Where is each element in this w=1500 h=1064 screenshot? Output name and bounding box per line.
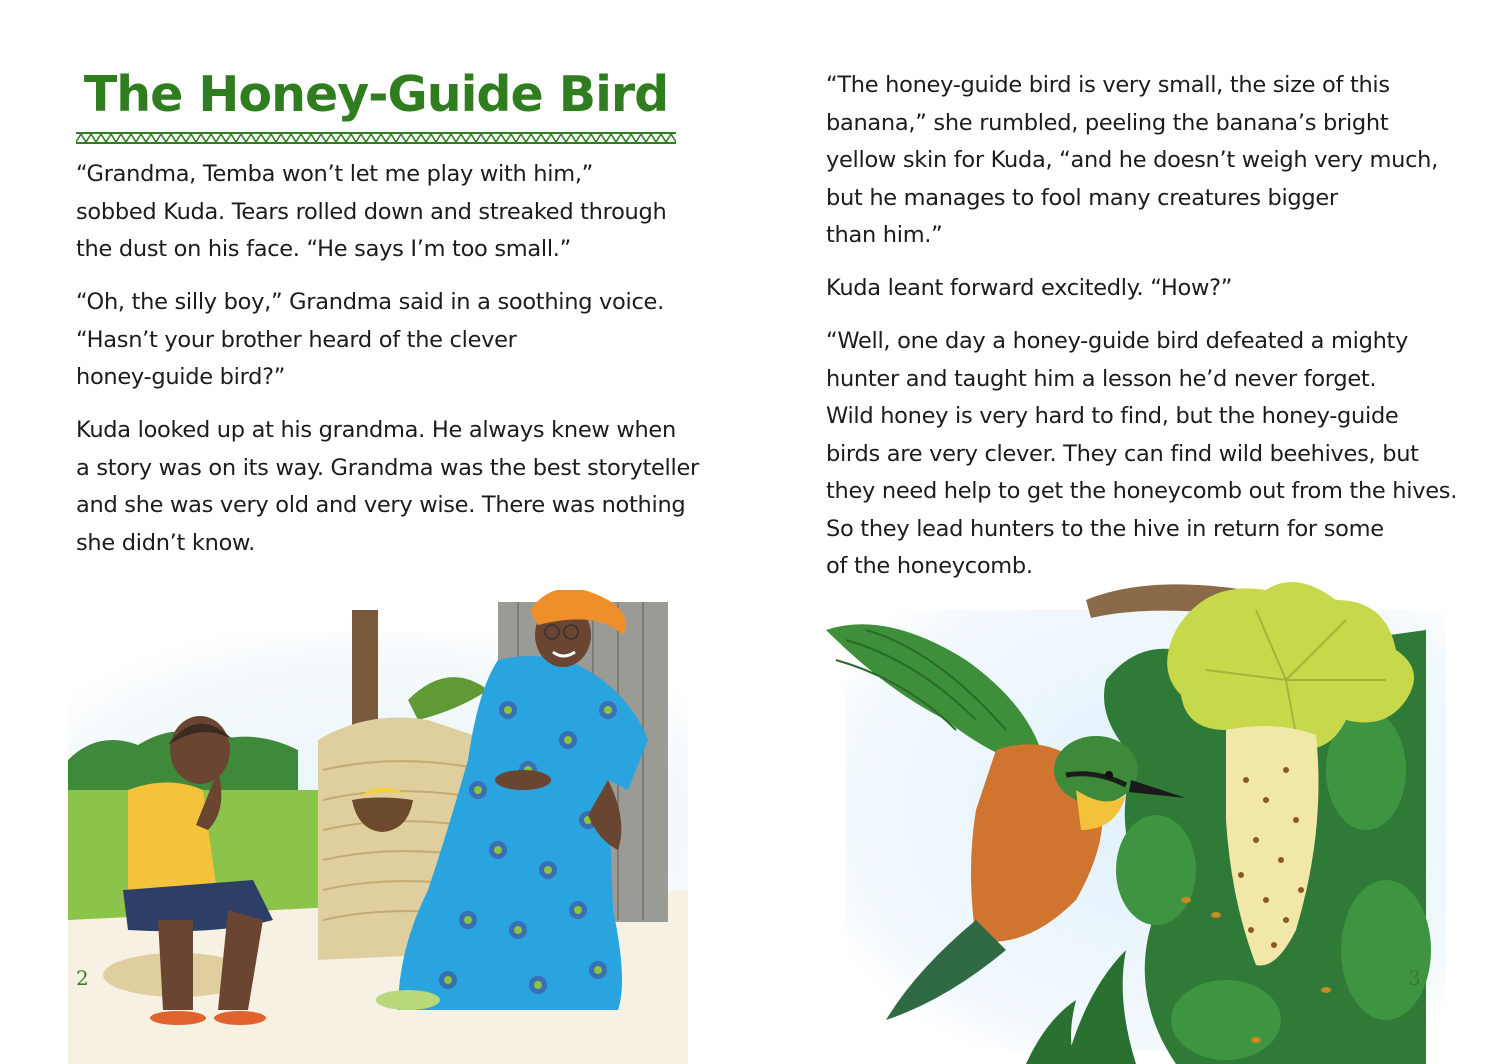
paragraph-2: “Oh, the silly boy,” Grandma said in a soothing voice. “Hasn’t your brother heard of the clever honey-guide bird?” <box>76 289 664 390</box>
page-number: 2 <box>76 966 89 990</box>
paragraph-3: Kuda looked up at his grandma. He always knew when a story was on its way. Grandma was the best storyteller and she was very old and very wise. There was nothing she didn’t know. <box>76 417 699 556</box>
paragraph-6: “Well, one day a honey-guide bird defeated a mighty hunter and taught him a lesson he’d never forget. Wild honey is very hard to find, but the honey-guide birds are very clever. They can find wild beehives, but they need help to get the honeycomb out from the hives. So they lead hunters to the hive in return for some of the honeycomb. <box>826 328 1458 579</box>
page-title: The Honey-Guide Bird <box>83 66 669 123</box>
paragraph-4: “The honey-guide bird is very small, the size of this banana,” she rumbled, peeling the banana’s bright yellow skin for Kuda, “and he doesn’t weigh very much, but he manages to fool many creatures bigger than him.” <box>826 72 1438 248</box>
title-zigzag-rule <box>76 130 676 146</box>
paragraph-1: “Grandma, Temba won’t let me play with him,” sobbed Kuda. Tears rolled down and streaked through the dust on his face. “He says I’m too small.” <box>76 161 667 262</box>
honey-guide-bird-illustration <box>826 570 1446 1064</box>
grandma-and-kuda-illustration <box>68 590 688 1064</box>
paragraph-5: Kuda leant forward excitedly. “How?” <box>826 275 1233 301</box>
page-number: 3 <box>1408 966 1421 990</box>
right-page <box>750 0 1500 1064</box>
